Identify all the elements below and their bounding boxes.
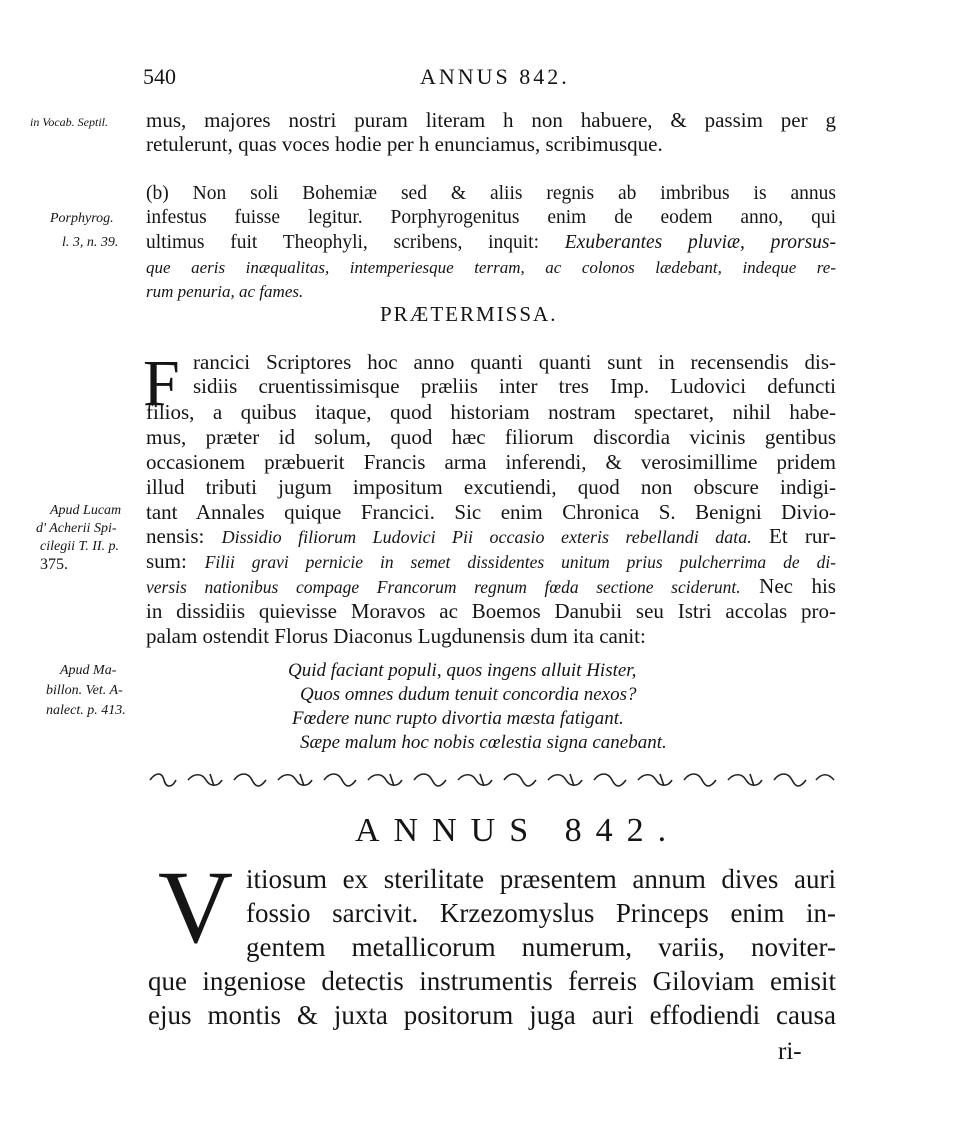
text-line: palam ostendit Florus Diaconus Lugdunensis dum ita canit: bbox=[146, 624, 646, 648]
footnote-line: infestus fuisse legitur. Porphyrogenitus enim de eodem anno, qui bbox=[146, 207, 836, 228]
text-line: versis nationibus compage Francorum regnum fœda sectione sciderunt. Nec his bbox=[146, 574, 836, 598]
text-line: illud tributi jugum impositum excutiendi, quod non obscure indigi- bbox=[146, 475, 836, 499]
text-line: fossio sarcivit. Krzezomyslus Princeps enim in- bbox=[246, 898, 836, 928]
drop-cap: F bbox=[143, 347, 180, 420]
margin-note: Apud Lucam bbox=[50, 503, 122, 518]
text-line: retulerunt, quas voces hodie per h enunciamus, scribimusque. bbox=[146, 132, 663, 156]
text-line: gentem metallicorum numerum, variis, noviter- bbox=[246, 932, 836, 962]
verse-line: Quos omnes dudum tenuit concordia nexos? bbox=[300, 684, 637, 705]
footnote-line: ultimus fuit Theophyli, scribens, inquit: Exuberantes pluviæ, prorsus- bbox=[146, 232, 837, 253]
margin-note: d' Acherii Spi- bbox=[36, 521, 117, 536]
text-line: rancici Scriptores hoc anno quanti quanti sunt in recensendis dis- bbox=[193, 350, 836, 374]
text-line: que ingeniose detectis instrumentis ferreis Giloviam emisit bbox=[148, 966, 836, 996]
margin-note: Porphyrog. bbox=[50, 211, 114, 226]
text-line: occasionem præbuerit Francis arma inferendi, & verosimillime pridem bbox=[146, 450, 836, 474]
text-line: ejus montis & juxta positorum juga auri effodiendi causa bbox=[148, 1000, 836, 1030]
footnote-line: que aeris inæqualitas, intemperiesque terram, ac colonos lædebant, indeque re- bbox=[146, 258, 836, 277]
ornament-band-icon bbox=[148, 770, 836, 790]
catchword: ri- bbox=[778, 1038, 802, 1065]
verse-line: Sæpe malum hoc nobis cœlestia signa canebant. bbox=[300, 732, 667, 753]
text-line: nensis: Dissidio filiorum Ludovici Pii occasio exteris rebellandi data. Et rur- bbox=[146, 524, 836, 548]
margin-note: l. 3, n. 39. bbox=[62, 235, 119, 250]
margin-note: in Vocab. Septil. bbox=[30, 115, 108, 129]
footnote-line: rum penuria, ac fames. bbox=[146, 282, 304, 301]
text-line: mus, præter id solum, quod hæc filiorum discordia vicinis gentibus bbox=[146, 425, 836, 449]
verse-line: Fœdere nunc rupto divortia mæsta fatigant. bbox=[292, 708, 624, 729]
section-title: PRÆTERMISSA. bbox=[380, 302, 558, 326]
drop-cap: V bbox=[158, 850, 234, 965]
margin-note: billon. Vet. A- bbox=[46, 683, 123, 698]
text-line: sidiis cruentissimisque præliis inter tres Imp. Ludovici defuncti bbox=[193, 374, 836, 398]
footnote-line: (b) Non soli Bohemiæ sed & aliis regnis ab imbribus is annus bbox=[146, 183, 836, 204]
year-heading: ANNUS 842. bbox=[355, 812, 681, 849]
page-number: 540 bbox=[143, 64, 176, 89]
text-line: filios, a quibus itaque, quod historiam nostram spectaret, nihil habe- bbox=[146, 400, 836, 424]
margin-note: cilegii T. II. p. bbox=[40, 539, 120, 554]
text-line: sum: Filii gravi pernicie in semet dissidentes unitum prius pulcherrima de di- bbox=[146, 549, 837, 573]
margin-note: nalect. p. 413. bbox=[46, 703, 126, 718]
text-line: mus, majores nostri puram literam h non habuere, & passim per g bbox=[146, 108, 836, 132]
running-title: ANNUS 842. bbox=[420, 64, 570, 89]
verse-line: Quid faciant populi, quos ingens alluit Hister, bbox=[288, 660, 637, 681]
text-line: itiosum ex sterilitate præsentem annum dives auri bbox=[246, 864, 836, 894]
margin-note: Apud Ma- bbox=[60, 663, 117, 678]
text-line: in dissidiis quievisse Moravos ac Boemos Danubii seu Istri accolas pro- bbox=[146, 599, 836, 623]
text-line: tant Annales quique Francici. Sic enim Chronica S. Benigni Divio- bbox=[146, 500, 836, 524]
margin-note: 375. bbox=[40, 556, 68, 573]
